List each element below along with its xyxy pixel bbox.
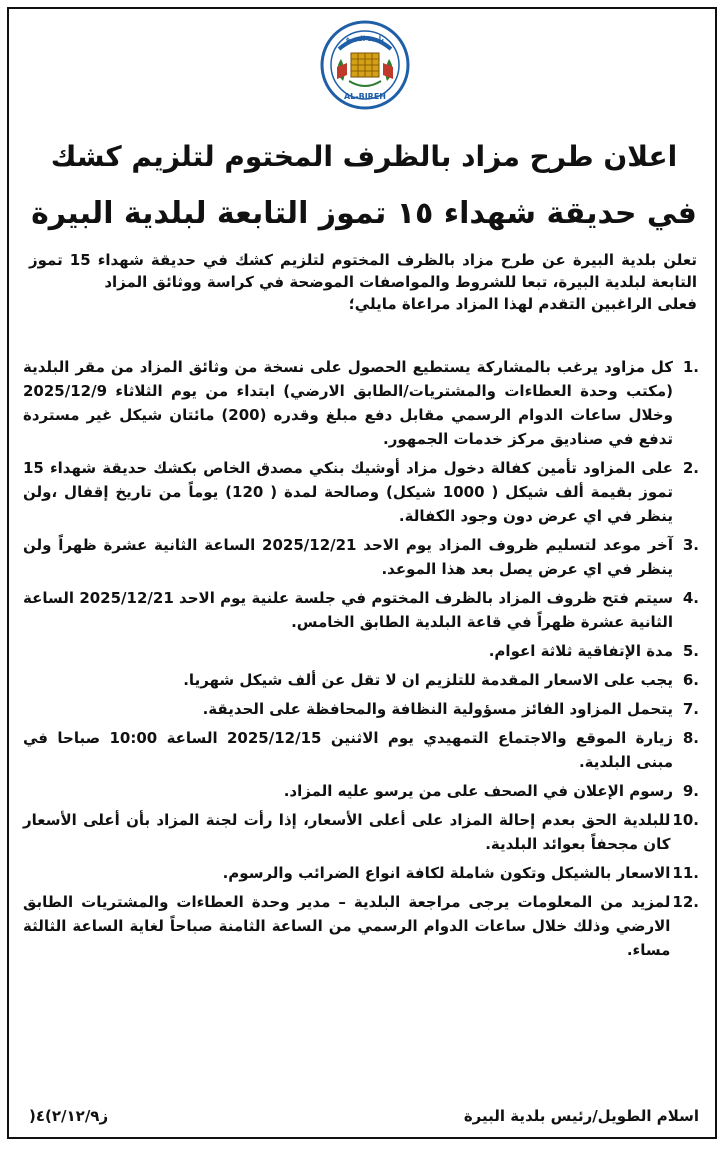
item-number: 3. xyxy=(682,536,699,554)
list-item xyxy=(23,726,699,774)
municipality-logo xyxy=(319,19,411,111)
title-line-1: اعلان طرح مزاد بالظرف المختوم لتلزيم كشك xyxy=(50,140,678,173)
item-number: 2. xyxy=(682,459,699,477)
item-number: 12. xyxy=(672,893,699,911)
item-text: لمزيد من المعلومات يرجى مراجعة البلدية – مدير وحدة العطاءات والمشتريات الطابق الارضي وذلك خلال ساعات الدوام الرسمي من الساعة الثامنة صباحاً لغاية الساعة الثالثة مساء. xyxy=(23,893,671,959)
intro-text: تعلن بلدية البيرة عن طرح مزاد بالظرف المختوم لتلزيم كشك في حديقة شهداء 15 تموز التابعة لبلدية البيرة، تبعا للشروط والمواصفات الموضحة في كراسة ووثائق المزاد xyxy=(29,251,697,291)
list-item xyxy=(23,808,699,856)
item-text: يتحمل المزاود الفائز مسؤولية النظافة والمحافظة على الحديقة. xyxy=(202,700,673,718)
item-text: مدة الإتفاقية ثلاثة اعوام. xyxy=(488,642,673,660)
list-item xyxy=(23,456,699,528)
ad-frame xyxy=(7,7,717,1139)
item-number: 10. xyxy=(672,811,699,829)
logo-emblem-icon xyxy=(319,19,411,111)
intro-requirements: فعلى الراغبين التقدم لهذا المزاد مراعاة مايلي؛ xyxy=(348,295,697,313)
item-text: آخر موعد لتسليم ظروف المزاد يوم الاحد 2025/12/21 الساعة الثانية عشرة ظهراً ولن ينظر في اي عرض يصل بعد هذا الموعد. xyxy=(23,536,673,578)
list-item xyxy=(23,639,699,663)
list-item xyxy=(23,355,699,451)
list-item xyxy=(23,861,699,885)
item-text: كل مزاود يرغب بالمشاركة يستطيع الحصول على نسخة من وثائق المزاد من مقر البلدية (مكتب وحدة العطاءات والمشتريات/الطابق الارضي) ابتداء من يوم الثلاثاء 2025/12/9 وخلال ساعات الدوام الرسمي مقابل دفع مبلغ وقدره (200) مائتان شيكل غير مستردة تدفع في صناديق مركز خدمات الجمهور. xyxy=(23,358,673,448)
list-item xyxy=(23,586,699,634)
item-text: رسوم الإعلان في الصحف على من يرسو عليه المزاد. xyxy=(283,782,673,800)
mayor-signature: اسلام الطويل/رئيس بلدية البيرة xyxy=(463,1107,699,1125)
logo-arabic-text: بلدية البيرة xyxy=(345,35,385,43)
intro-paragraph xyxy=(29,249,697,315)
item-text: للبلدية الحق بعدم إحالة المزاد على أعلى الأسعار، إذا رأت لجنة المزاد بأن أعلى الأسعار كان مجحفاً بعوائد البلدية. xyxy=(23,811,671,853)
item-number: 7. xyxy=(682,700,699,718)
list-item xyxy=(23,779,699,803)
item-text: زيارة الموقع والاجتماع التمهيدي يوم الاثنين 2025/12/15 الساعة 10:00 صباحا في مبنى البلدية. xyxy=(23,729,674,771)
footer xyxy=(29,1107,699,1125)
announcement-page xyxy=(9,9,719,1141)
list-item xyxy=(23,890,699,962)
logo-latin-text: AL-BIREH xyxy=(343,92,387,101)
item-text: سيتم فتح ظروف المزاد بالظرف المختوم في جلسة علنية يوم الاحد 2025/12/21 الساعة الثانية عشرة ظهراً في قاعة البلدية الطابق الخامس. xyxy=(23,589,673,631)
publication-reference: ز٢/١٢/٩)٤( xyxy=(29,1107,109,1125)
item-number: 6. xyxy=(682,671,699,689)
title-line-2: في حديقة شهداء ١٥ تموز التابعة لبلدية البيرة xyxy=(31,196,697,231)
list-item xyxy=(23,697,699,721)
item-number: 5. xyxy=(682,642,699,660)
item-number: 9. xyxy=(682,782,699,800)
terms-list xyxy=(23,355,699,967)
list-item xyxy=(23,668,699,692)
list-item xyxy=(23,533,699,581)
item-text: يجب على الاسعار المقدمة للتلزيم ان لا تقل عن ألف شيكل شهريا. xyxy=(183,671,673,689)
item-number: 11. xyxy=(672,864,699,882)
item-number: 1. xyxy=(682,358,699,376)
item-text: على المزاود تأمين كفالة دخول مزاد أوشيك بنكي مصدق الخاص بكشك حديقة شهداء 15 تموز بقيمة ألف شيكل ( 1000 شيكل) وصالحة لمدة ( 120) يوماً من تاريخ إقفال ،ولن ينظر في اي عرض دون وجود الكفالة. xyxy=(23,459,673,525)
item-text: الاسعار بالشيكل وتكون شاملة لكافة انواع الضرائب والرسوم. xyxy=(222,864,671,882)
item-number: 4. xyxy=(682,589,699,607)
item-number: 8. xyxy=(682,729,699,747)
